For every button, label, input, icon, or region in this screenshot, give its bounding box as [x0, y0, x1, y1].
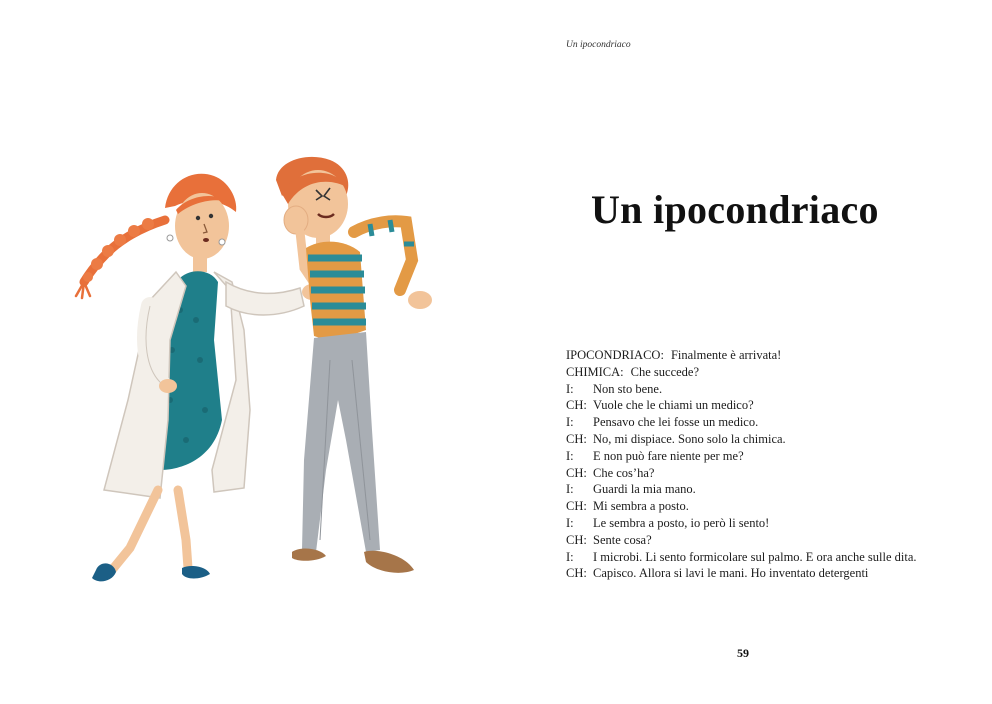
speech-text: No, mi dispiace. Sono solo la chimica.: [593, 431, 786, 446]
hypochondriac-figure: [276, 157, 432, 573]
chapter-title: Un ipocondriaco: [591, 187, 879, 232]
speaker-label: CH:: [566, 532, 587, 547]
speech-text: Capisco. Allora si lavi le mani. Ho inventato detergenti: [593, 566, 869, 581]
dialogue-line: [566, 381, 976, 398]
speaker-label: I:: [566, 549, 574, 564]
speaker-label: I:: [566, 415, 574, 430]
dialogue-line: [566, 397, 976, 414]
speaker-label: I:: [566, 448, 574, 463]
dialogue-line: [566, 414, 976, 431]
dialogue-line: [566, 448, 976, 465]
speaker-label: CH:: [566, 398, 587, 413]
dialogue-line: [566, 532, 976, 549]
dialogue-line: [566, 549, 976, 566]
speaker-label: CH:: [566, 465, 587, 480]
speech-text: Vuole che le chiami un medico?: [593, 398, 754, 413]
speech-text: Che succede?: [630, 364, 700, 379]
speaker-label: CH:: [566, 431, 587, 446]
speaker-label: CH:: [566, 499, 587, 514]
speaker-label: CHIMICA:: [566, 364, 624, 379]
speaker-label: CH:: [566, 566, 587, 581]
dialogue-line: [566, 498, 976, 515]
speech-text: Finalmente è arrivata!: [670, 348, 782, 362]
dialogue-line: [566, 481, 976, 498]
chemist-figure: [76, 174, 322, 582]
speaker-label: I:: [566, 381, 574, 396]
dialogue-block: [566, 347, 976, 582]
speaker-label: I:: [566, 482, 574, 497]
speech-text: Che cos’ha?: [593, 465, 655, 480]
right-page: [496, 0, 992, 704]
speaker-label: I:: [566, 515, 574, 530]
speaker-label: IPOCONDRIACO:: [566, 348, 664, 362]
dialogue-line: [566, 431, 976, 448]
speech-text: I microbi. Li sento formicolare sul palmo. E ora anche sulle dita.: [593, 549, 917, 564]
dialogue-line: [566, 347, 976, 364]
running-head: Un ipocondriaco: [566, 40, 631, 50]
dialogue-line: [566, 515, 976, 532]
speech-text: E non può fare niente per me?: [593, 448, 744, 463]
speech-text: Mi sembra a posto.: [593, 499, 689, 514]
dialogue-line: [566, 465, 976, 482]
speech-text: Non sto bene.: [593, 381, 663, 396]
speech-text: Guardi la mia mano.: [593, 482, 696, 497]
speech-text: Sente cosa?: [593, 532, 652, 547]
dialogue-line: [566, 364, 976, 381]
page-number: 59: [737, 646, 749, 660]
dialogue-line: [566, 565, 976, 582]
speech-text: Pensavo che lei fosse un medico.: [593, 415, 759, 430]
speech-text: Le sembra a posto, io però li sento!: [593, 515, 770, 530]
